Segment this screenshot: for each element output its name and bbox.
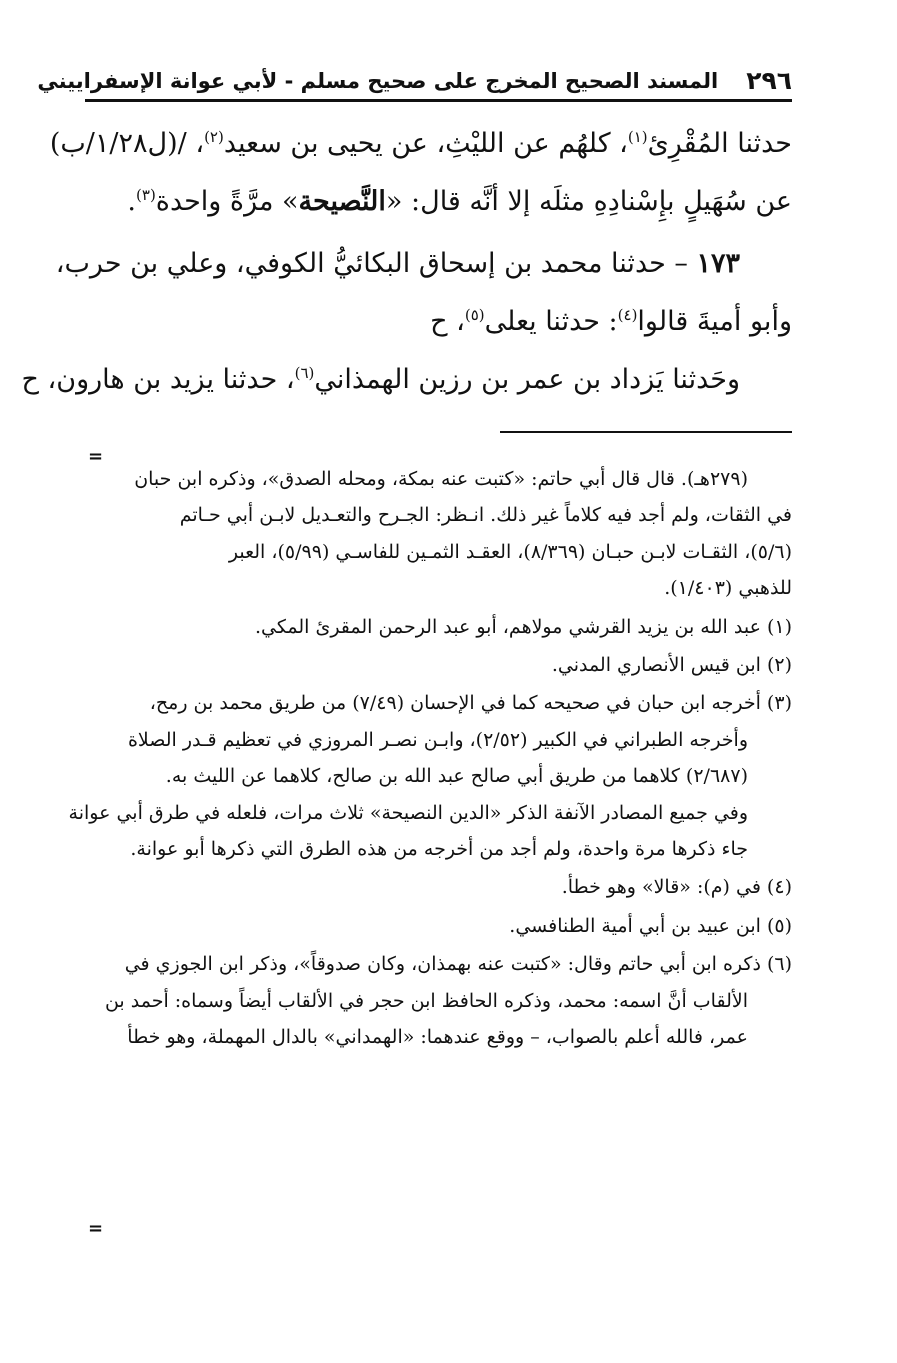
footnote-6: (٦) ذكره ابن أبي حاتم وقال: «كتبت عنه بهمذان، وكان صدوقاً»، وذكر ابن الجوزي في — [124, 953, 792, 976]
footnote-1: (١) عبد الله بن يزيد القرشي مولاهم، أبو عبد الرحمن المقرئ المكي. — [254, 615, 792, 638]
footnote-6-line: عمر، فالله أعلم بالصواب، – ووقع عندهما: «الهمداني» بالدال المهملة، وهو خطأ — [127, 1026, 748, 1049]
continued-mark-top: = — [88, 446, 104, 467]
footnote-4: (٤) في (م): «قالا» وهو خطأ. — [561, 876, 792, 899]
footnote-5: (٥) ابن عبيد بن أبي أمية الطنافسي. — [509, 914, 792, 937]
footnote-3-line: جاء ذكرها مرة واحدة، ولم أجد من أخرجه من هذه الطرق التي ذكرها أبو عوانة. — [130, 838, 748, 861]
footnotes — [68, 461, 792, 1056]
footnote-ref-2[interactable]: (٢) — [204, 128, 224, 146]
footnote-ref-1[interactable]: (١) — [627, 128, 648, 146]
emphasized-word: النَّصيحة — [298, 186, 386, 217]
page-header — [37, 62, 792, 96]
footnote-3: (٣) أخرجه ابن حبان في صحيحه كما في الإحسان (٧/٤٩) من طريق محمد بن رمح، — [149, 692, 792, 715]
main-line-3: ١٧٣ – حدثنا محمد بن إسحاق البكائيُّ الكوفي، وعلي بن حرب، — [55, 248, 740, 279]
running-title: المسند الصحيح المخرج على صحيح مسلم - لأبي عوانة الإسفراييني — [37, 69, 719, 93]
footnote-ref-4[interactable]: (٤) — [617, 306, 638, 324]
footnote-continuation: في الثقات، ولم أجد فيه كلاماً غير ذلك. انـظر: الجـرح والتعـديل لابـن أبي حـاتم — [179, 504, 792, 527]
footnote-ref-3[interactable]: (٣) — [136, 186, 156, 204]
footnote-ref-6[interactable]: (٦) — [294, 364, 315, 382]
page-number: ٢٩٦ — [746, 66, 792, 95]
main-line-2: عن سُهَيلٍ بإِسْنادِهِ مثلَه إلا أنَّه قال: «النَّصيحة» مرَّةً واحدة$^{(٣)}$. — [127, 186, 792, 217]
footnote-2: (٢) ابن قيس الأنصاري المدني. — [551, 654, 792, 677]
footnote-continuation: (٥/٦)، الثقـات لابـن حبـان (٨/٣٦٩)، العقـد الثمـين للفاسـي (٥/٩٩)، العبر — [228, 540, 792, 563]
header-rule — [85, 99, 792, 102]
continued-mark-bottom: = — [88, 1218, 104, 1239]
hadith-number: ١٧٣ — [696, 248, 740, 279]
footnote-continuation: (٢٧٩هـ). قال قال أبي حاتم: «كتبت عنه بمكة، ومحله الصدق»، وذكره ابن حبان — [134, 468, 748, 490]
footnote-3-line: (٢/٦٨٧) كلاهما من طريق أبي صالح عبد الله بن صالح، كلاهما عن الليث به. — [165, 765, 748, 788]
footnote-3-line: وفي جميع المصادر الآنفة الذكر «الدين النصيحة» ثلاث مرات، فلعله في طرق أبي عوانة — [68, 801, 748, 824]
footnote-3-line: وأخرجه الطبراني في الكبير (٢/٥٢)، وابـن نصـر المروزي في تعظيم قـدر الصلاة — [127, 728, 748, 751]
main-line-1: حدثنا المُقْرِئ$^{(١)}$، كلهُم عن الليْثِ، عن يحيى بن سعيد$^{(٢)}$، /(ل١/٢٨/ب) — [49, 128, 792, 159]
footnote-continuation: للذهبي (١/٤٠٣). — [664, 577, 792, 600]
main-line-4: وأبو أميةَ قالوا$^{(٤)}$: حدثنا يعلى$^{(٥)}$، ح — [430, 306, 792, 337]
footnote-6-line: الألقاب أنَّ اسمه: محمد، وذكره الحافظ ابن حجر في الألقاب أيضاً وسماه: أحمد بن — [104, 989, 748, 1012]
main-line-5: وحَدثنا يَزداد بن عمر بن رزين الهمذاني$^{(٦)}$، حدثنا يزيد بن هارون، ح — [21, 364, 740, 395]
footnote-ref-5[interactable]: (٥) — [464, 306, 485, 324]
main-text — [21, 115, 792, 409]
footnote-separator — [500, 431, 792, 433]
